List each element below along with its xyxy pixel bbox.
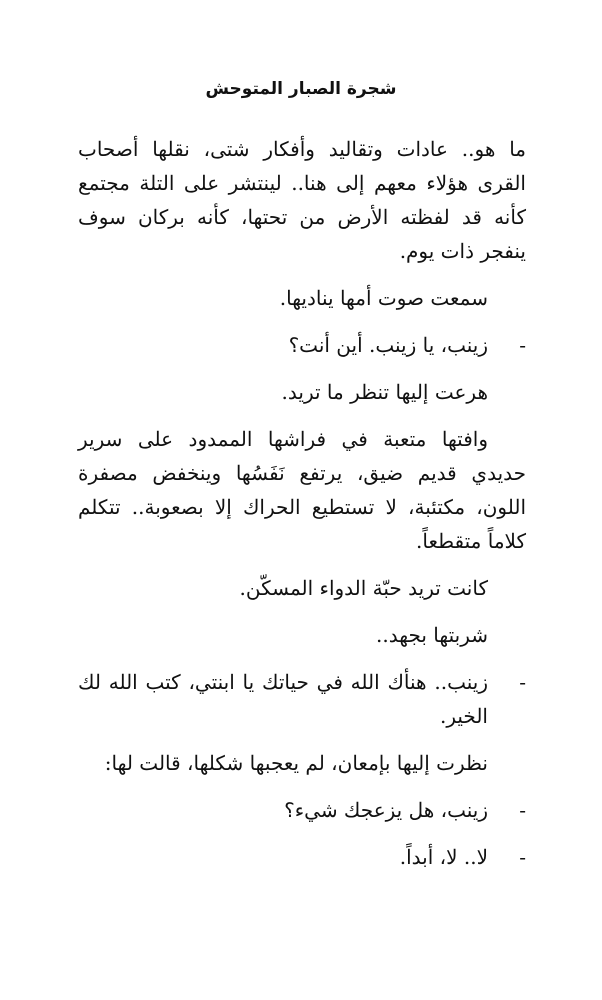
paragraph-5: كانت تريد حبّة الدواء المسكّن. bbox=[239, 576, 488, 600]
paragraph-3: هرعت إليها تنظر ما تريد. bbox=[281, 380, 488, 404]
dialogue-dash: - bbox=[519, 670, 526, 694]
dialogue-line-1 bbox=[78, 328, 526, 362]
paragraph-4: وافتها متعبة في فراشها الممدود على سرير حديدي قديم ضيق، يرتفع نَفَسُها وينخفض مصفرة اللون، مكتئبة، لا تستطيع الحراك إلا بصعوبة.. تتكلم كلاماً متقطعاً. bbox=[78, 427, 526, 553]
dialogue-text: زينب، هل يزعجك شيء؟ bbox=[284, 798, 488, 822]
paragraph-7: نظرت إليها بإمعان، لم يعجبها شكلها، قالت لها: bbox=[104, 751, 488, 775]
page-body bbox=[78, 132, 526, 887]
dialogue-line-4 bbox=[78, 840, 526, 874]
dialogue-dash: - bbox=[519, 798, 526, 822]
dialogue-line-2 bbox=[78, 665, 526, 733]
dialogue-text: زينب، يا زينب. أين أنت؟ bbox=[288, 333, 488, 357]
paragraph-1: ما هو.. عادات وتقاليد وأفكار شتى، نقلها أصحاب القرى هؤلاء معهم إلى هنا.. لينتشر على التلة مجتمع كأنه قد لفظته الأرض من تحتها، كأنه بركان سوف ينفجر ذات يوم. bbox=[78, 137, 526, 263]
chapter-title: شجرة الصبار المتوحش bbox=[205, 79, 397, 99]
paragraph-6: شربتها بجهد.. bbox=[376, 623, 488, 647]
dialogue-line-3 bbox=[78, 793, 526, 827]
dialogue-text: زينب.. هنأك الله في حياتك يا ابنتي، كتب الله لك الخير. bbox=[78, 670, 488, 728]
dialogue-dash: - bbox=[519, 845, 526, 869]
paragraph-2: سمعت صوت أمها يناديها. bbox=[279, 286, 488, 310]
dialogue-dash: - bbox=[519, 333, 526, 357]
dialogue-text: لا.. لا، أبداً. bbox=[399, 845, 488, 869]
